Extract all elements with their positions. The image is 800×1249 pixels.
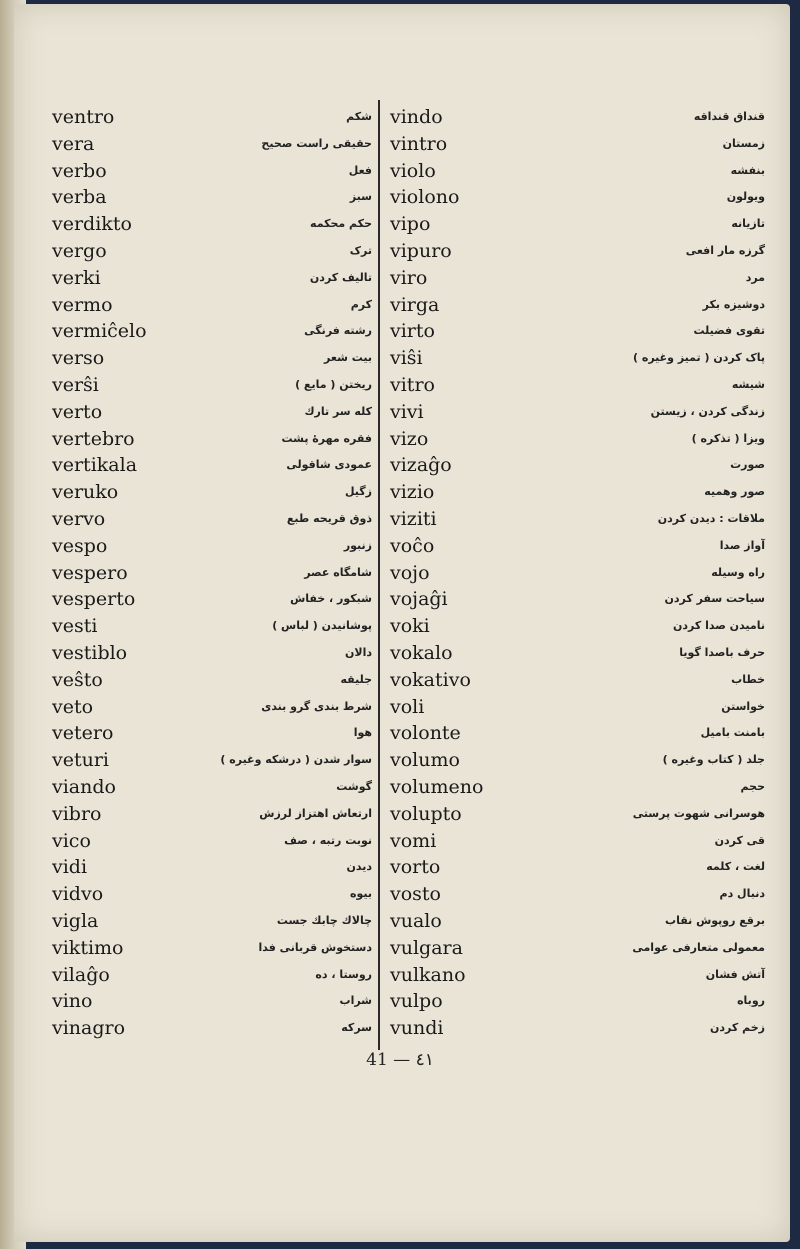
- esperanto-headword: vualo: [390, 909, 442, 932]
- esperanto-headword: vetero: [52, 722, 114, 745]
- persian-translation: سرکه: [341, 1021, 372, 1035]
- esperanto-headword: verso: [52, 347, 105, 370]
- persian-translation: تازیانه: [731, 217, 765, 231]
- persian-translation: روباه: [737, 994, 765, 1008]
- esperanto-headword: vojaĝi: [390, 588, 448, 611]
- persian-translation: نوبت رتبه ، صف: [284, 833, 372, 847]
- persian-translation: شامگاه عصر: [304, 565, 372, 579]
- esperanto-headword: vokalo: [390, 641, 453, 664]
- persian-translation: هوسرانی شهوت پرستی: [632, 806, 765, 820]
- esperanto-headword: voli: [390, 695, 425, 718]
- persian-translation: قی کردن: [714, 833, 765, 847]
- persian-translation: راه وسیله: [711, 565, 765, 579]
- persian-translation: لغت ، کلمه: [706, 860, 765, 874]
- persian-translation: شراب: [339, 994, 372, 1008]
- esperanto-headword: ventro: [52, 106, 115, 128]
- persian-translation: دیدن: [346, 860, 372, 874]
- esperanto-headword: violo: [390, 159, 436, 182]
- persian-translation: برقع روپوش نقاب: [665, 913, 765, 927]
- persian-translation: فعل: [348, 163, 372, 177]
- persian-translation: بنفشه: [730, 163, 765, 177]
- persian-translation: آواز صدا: [719, 538, 765, 552]
- persian-translation: سوار شدن ( درشکه وغیره ): [220, 753, 372, 767]
- left-esperanto-column: [52, 104, 222, 1042]
- esperanto-headword: verto: [52, 400, 103, 423]
- esperanto-headword: viktimo: [52, 936, 124, 959]
- persian-translation: شرط بندی گرو بندی: [261, 699, 372, 713]
- persian-translation: بیوه: [349, 887, 372, 901]
- esperanto-headword: veturi: [52, 749, 110, 772]
- persian-translation: دالان: [345, 645, 372, 659]
- persian-translation: پاک کردن ( تمیز وغیره ): [632, 351, 765, 365]
- persian-translation: رشته فرنگی: [304, 324, 372, 338]
- persian-translation: آتش فشان: [705, 967, 765, 981]
- esperanto-headword: viŝi: [390, 347, 423, 370]
- esperanto-headword: verba: [52, 186, 107, 209]
- persian-translation: حقیقی راست صحیح: [261, 136, 372, 150]
- esperanto-headword: volupto: [390, 802, 462, 825]
- persian-translation: روستا ، ده: [315, 967, 372, 981]
- esperanto-headword: violono: [390, 186, 460, 209]
- persian-translation: کله سر تارك: [304, 404, 372, 418]
- esperanto-headword: viro: [390, 266, 428, 289]
- page-number: 41 — ٤١: [366, 1050, 434, 1070]
- right-esperanto-column: [390, 104, 530, 1042]
- esperanto-headword: vidi: [52, 856, 88, 879]
- persian-translation: سبز: [349, 190, 372, 204]
- esperanto-headword: vivi: [390, 400, 424, 423]
- persian-translation: بامنت بامیل: [700, 726, 765, 740]
- esperanto-headword: vertebro: [52, 427, 135, 450]
- persian-translation: ریختن ( مایع ): [295, 377, 372, 391]
- persian-translation: جلیقه: [340, 672, 372, 686]
- column-divider: [378, 100, 380, 1050]
- esperanto-headword: vizo: [390, 427, 429, 450]
- esperanto-headword: vipuro: [390, 239, 452, 262]
- esperanto-headword: vipo: [390, 213, 431, 236]
- esperanto-headword: vibro: [52, 802, 102, 825]
- esperanto-headword: viando: [52, 775, 116, 798]
- esperanto-headword: vermo: [52, 293, 113, 316]
- persian-translation: ترک: [349, 243, 372, 257]
- esperanto-headword: vulpo: [390, 990, 443, 1013]
- right-persian-column: [545, 104, 765, 1042]
- esperanto-headword: vino: [52, 990, 93, 1013]
- esperanto-headword: vespo: [52, 534, 108, 557]
- persian-translation: گوشت: [336, 779, 372, 793]
- esperanto-headword: veŝto: [52, 668, 103, 691]
- esperanto-headword: vesti: [52, 615, 98, 638]
- esperanto-headword: vokativo: [390, 668, 471, 691]
- esperanto-headword: vidvo: [52, 883, 104, 906]
- persian-translation: دنبال دم: [719, 887, 765, 901]
- persian-translation: صور وهمیه: [704, 485, 765, 499]
- esperanto-headword: veruko: [52, 481, 119, 504]
- persian-translation: شکم: [346, 110, 372, 123]
- persian-translation: فقره مهرهٔ پشت: [281, 431, 372, 445]
- persian-translation: قنداق قنداقه: [693, 110, 765, 123]
- persian-translation: زگیل: [344, 485, 372, 499]
- esperanto-headword: vulgara: [390, 936, 463, 959]
- persian-translation: سیاحت سفر کردن: [664, 592, 765, 606]
- esperanto-headword: verbo: [52, 159, 107, 182]
- persian-translation: شبکور ، خفاش: [290, 592, 372, 606]
- persian-translation: جلد ( کتاب وغیره ): [662, 753, 765, 767]
- esperanto-headword: vizio: [390, 481, 435, 504]
- persian-translation: خواستن: [721, 699, 765, 713]
- persian-translation: دستخوش قربانی فدا: [258, 940, 372, 954]
- esperanto-headword: volonte: [390, 722, 461, 745]
- persian-translation: ویولون: [726, 190, 765, 204]
- esperanto-headword: vundi: [390, 1017, 444, 1040]
- persian-translation: حرف باصدا گویا: [679, 645, 765, 659]
- esperanto-headword: vermiĉelo: [52, 320, 147, 343]
- persian-translation: دوشیزه بکر: [702, 297, 765, 311]
- esperanto-headword: virga: [390, 293, 440, 316]
- persian-translation: خطاب: [731, 672, 765, 686]
- persian-translation: بیت شعر: [324, 351, 372, 365]
- esperanto-headword: vico: [52, 829, 91, 852]
- esperanto-headword: vinagro: [52, 1017, 126, 1040]
- esperanto-headword: vera: [52, 132, 95, 155]
- esperanto-headword: voĉo: [390, 534, 435, 557]
- left-persian-column: [200, 104, 372, 1042]
- esperanto-headword: vintro: [390, 132, 448, 155]
- persian-translation: حکم محکمه: [310, 217, 372, 231]
- esperanto-headword: vomi: [390, 829, 437, 852]
- esperanto-headword: verdikto: [52, 213, 132, 236]
- persian-translation: زندگی کردن ، زیستن: [650, 404, 765, 418]
- persian-translation: ارتعاش اهتزاز لرزش: [259, 806, 372, 820]
- persian-translation: ویزا ( تذکره ): [691, 431, 765, 445]
- esperanto-headword: volumeno: [390, 775, 484, 798]
- esperanto-headword: vespero: [52, 561, 128, 584]
- esperanto-headword: vilaĝo: [52, 963, 110, 986]
- persian-translation: چالاك چابك جست: [276, 913, 372, 927]
- persian-translation: تالیف کردن: [309, 270, 372, 284]
- persian-translation: کرم: [350, 297, 372, 311]
- persian-translation: شیشه: [731, 377, 765, 391]
- esperanto-headword: vosto: [390, 883, 441, 906]
- persian-translation: پوشانیدن ( لباس ): [272, 619, 372, 633]
- persian-translation: حجم: [740, 779, 765, 793]
- esperanto-headword: verki: [52, 266, 101, 289]
- esperanto-headword: veto: [52, 695, 94, 718]
- persian-translation: صورت: [730, 458, 765, 472]
- esperanto-headword: vorto: [390, 856, 441, 879]
- persian-translation: ذوق قریحه طبع: [286, 511, 372, 525]
- esperanto-headword: vertikala: [52, 454, 138, 477]
- esperanto-headword: vitro: [390, 373, 435, 396]
- esperanto-headword: viziti: [390, 507, 437, 530]
- esperanto-headword: vindo: [390, 106, 443, 128]
- persian-translation: گرزه مار افعی: [685, 243, 765, 257]
- persian-translation: زمستان: [722, 136, 765, 150]
- persian-translation: زخم کردن: [710, 1021, 765, 1035]
- persian-translation: مرد: [745, 270, 765, 284]
- esperanto-headword: vigla: [52, 909, 99, 932]
- esperanto-headword: vesperto: [52, 588, 136, 611]
- persian-translation: عمودی شاقولی: [286, 458, 372, 472]
- esperanto-headword: voki: [390, 615, 430, 638]
- esperanto-headword: vojo: [390, 561, 430, 584]
- esperanto-headword: vestiblo: [52, 641, 128, 664]
- esperanto-headword: vizaĝo: [390, 454, 452, 477]
- esperanto-headword: virto: [390, 320, 435, 343]
- esperanto-headword: verŝi: [52, 373, 99, 396]
- esperanto-headword: volumo: [390, 749, 460, 772]
- persian-translation: تقوی فضیلت: [693, 324, 765, 338]
- persian-translation: هوا: [353, 726, 372, 740]
- persian-translation: ملاقات : دیدن کردن: [657, 511, 765, 525]
- persian-translation: نامیدن صدا کردن: [673, 619, 765, 633]
- esperanto-headword: vervo: [52, 507, 106, 530]
- persian-translation: زنبور: [343, 538, 372, 552]
- esperanto-headword: vergo: [52, 239, 107, 262]
- esperanto-headword: vulkano: [390, 963, 466, 986]
- persian-translation: معمولی متعارفی عوامی: [632, 940, 765, 954]
